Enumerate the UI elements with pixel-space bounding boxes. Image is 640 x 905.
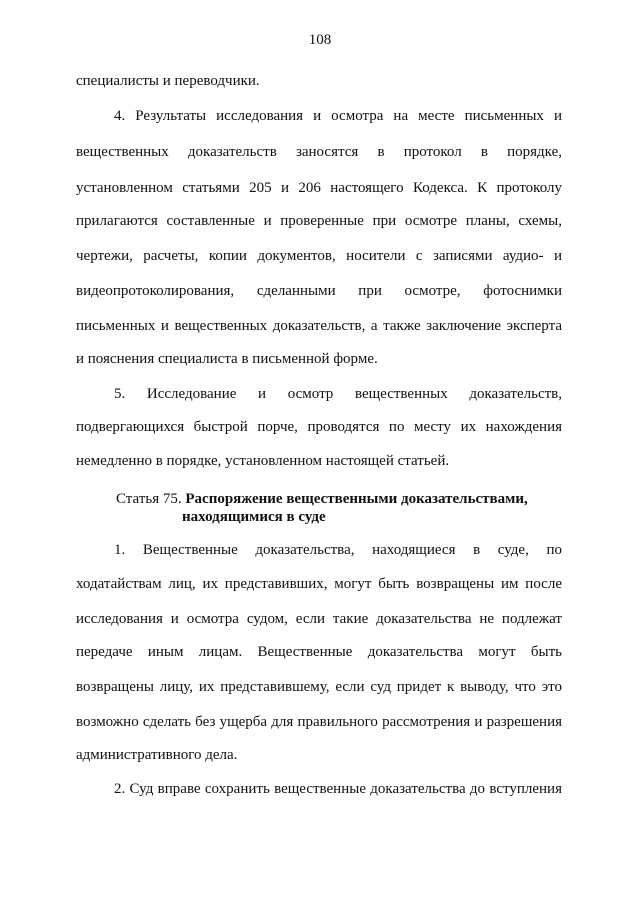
text-line: исследования и осмотра судом, если такие доказательства не подлежат [76,611,562,627]
text-line: видеопротоколирования, сделанными при осмотре, фотоснимки [76,283,562,299]
text-line: возможно сделать без ущерба для правильного рассмотрения и разрешения [76,714,562,730]
text-line: 1. Вещественные доказательства, находящиеся в суде, по [114,542,562,558]
text-line: возвращены лицу, их представившему, если суд придет к выводу, что это [76,679,562,695]
text-line: ходатайствам лиц, их представивших, могут быть возвращены им после [76,576,562,592]
text-line: вещественных доказательств заносятся в протокол в порядке, [76,144,562,160]
text-line: письменных и вещественных доказательств, а также заключение эксперта [76,318,562,334]
text-line: специалисты и переводчики. [76,73,260,89]
text-line: и пояснения специалиста в письменной форме. [76,351,378,367]
article-prefix: Статья 75. [116,491,182,507]
article-title-line2: находящимися в суде [182,509,326,525]
text-line: подвергающихся быстрой порче, проводятся по месту их нахождения [76,419,562,435]
text-line: 4. Результаты исследования и осмотра на месте письменных и [114,108,562,124]
page-number: 108 [308,32,332,48]
text-line: немедленно в порядке, установленном настоящей статьей. [76,453,450,469]
text-line: чертежи, расчеты, копии документов, носители с записями аудио- и [76,248,562,264]
article-heading-line2 [182,508,326,526]
article-heading [116,490,528,508]
text-line: 2. Суд вправе сохранить вещественные доказательства до вступления [114,781,562,797]
text-line: передаче иным лицам. Вещественные доказательства могут быть [76,644,562,660]
text-line: установленном статьями 205 и 206 настоящего Кодекса. К протоколу [76,180,562,196]
text-line: административного дела. [76,747,238,763]
article-title: Распоряжение вещественными доказательствами, [185,491,528,507]
text-line: 5. Исследование и осмотр вещественных доказательств, [114,386,562,402]
text-line: прилагаются составленные и проверенные при осмотре планы, схемы, [76,213,562,229]
